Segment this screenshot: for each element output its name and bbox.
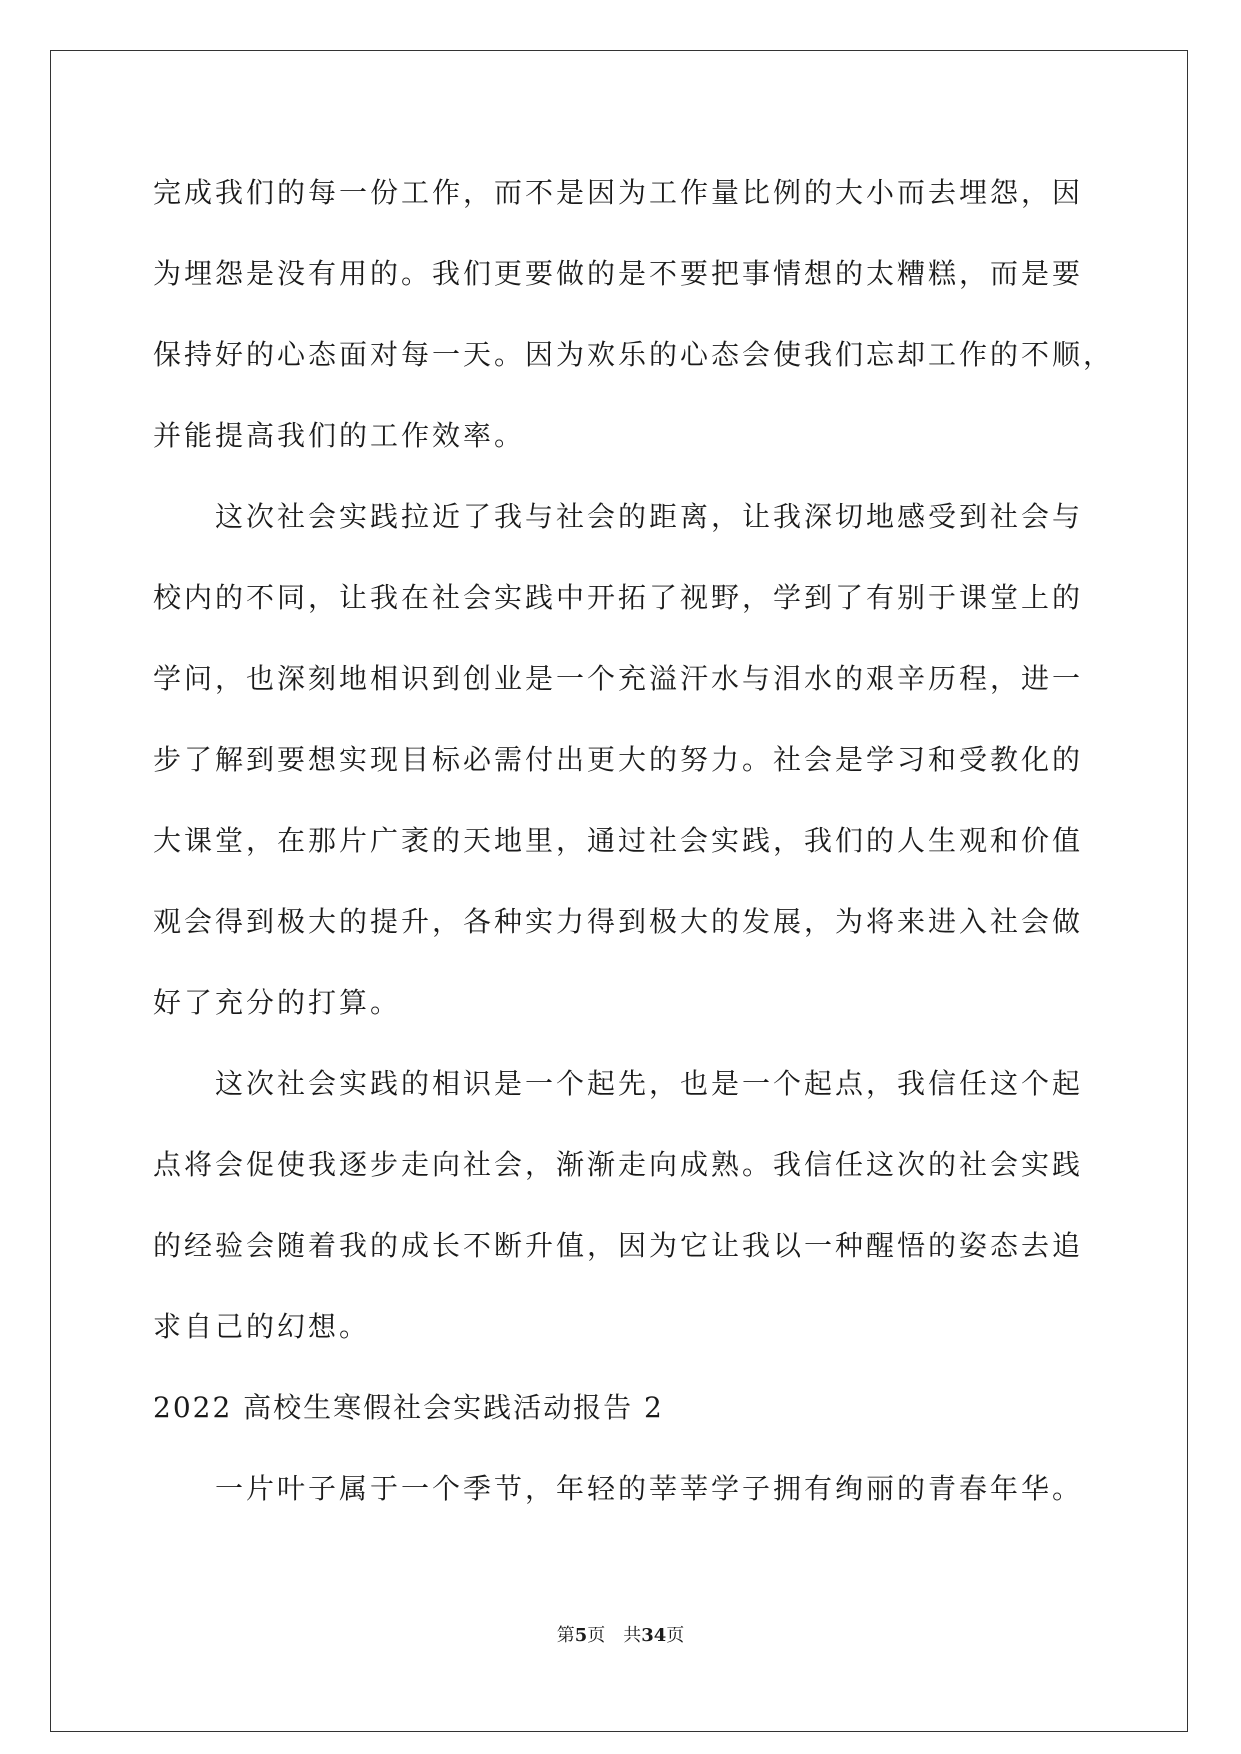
paragraph-line: 点将会促使我逐步走向社会，渐渐走向成熟。我信任这次的社会实践 <box>153 1148 1084 1181</box>
paragraph-line: 观会得到极大的提升，各种实力得到极大的发展，为将来进入社会做 <box>153 905 1084 938</box>
total-pages-suffix: 页 <box>666 1625 685 1646</box>
total-pages-prefix: 共 <box>623 1625 642 1646</box>
page-number-prefix: 第 <box>556 1625 575 1646</box>
paragraph-line: 好了充分的打算。 <box>153 986 402 1019</box>
paragraph-line: 步了解到要想实现目标必需付出更大的努力。社会是学习和受教化的 <box>153 743 1084 776</box>
paragraph-line: 大课堂，在那片广袤的天地里，通过社会实践，我们的人生观和价值 <box>153 824 1084 857</box>
paragraph-line: 求自己的幻想。 <box>153 1310 371 1343</box>
paragraph-line: 校内的不同，让我在社会实践中开拓了视野，学到了有别于课堂上的 <box>153 581 1084 614</box>
paragraph-line: 完成我们的每一份工作，而不是因为工作量比例的大小而去埋怨，因 <box>153 176 1084 209</box>
paragraph-line: 的经验会随着我的成长不断升值，因为它让我以一种醒悟的姿态去追 <box>153 1229 1084 1262</box>
paragraph-line: 并能提高我们的工作效率。 <box>153 419 526 452</box>
document-body <box>153 152 1143 1529</box>
paragraph-line: 学问，也深刻地相识到创业是一个充溢汗水与泪水的艰辛历程，进一 <box>153 662 1084 695</box>
page-number-suffix: 页 <box>587 1625 606 1646</box>
paragraph-line: 为埋怨是没有用的。我们更要做的是不要把事情想的太糟糕，而是要 <box>153 257 1084 290</box>
paragraph-line: 保持好的心态面对每一天。因为欢乐的心态会使我们忘却工作的不顺， <box>153 338 1115 371</box>
section-heading: 2022 高校生寒假社会实践活动报告 2 <box>153 1391 664 1424</box>
paragraph-first-line: 一片叶子属于一个季节，年轻的莘莘学子拥有绚丽的青春年华。 <box>215 1472 1084 1505</box>
page-footer <box>0 1622 1241 1650</box>
page-number: 5 <box>574 1625 588 1646</box>
paragraph-first-line: 这次社会实践的相识是一个起先，也是一个起点，我信任这个起 <box>215 1067 1084 1100</box>
paragraph-first-line: 这次社会实践拉近了我与社会的距离，让我深切地感受到社会与 <box>215 500 1084 533</box>
total-pages: 34 <box>641 1625 667 1646</box>
